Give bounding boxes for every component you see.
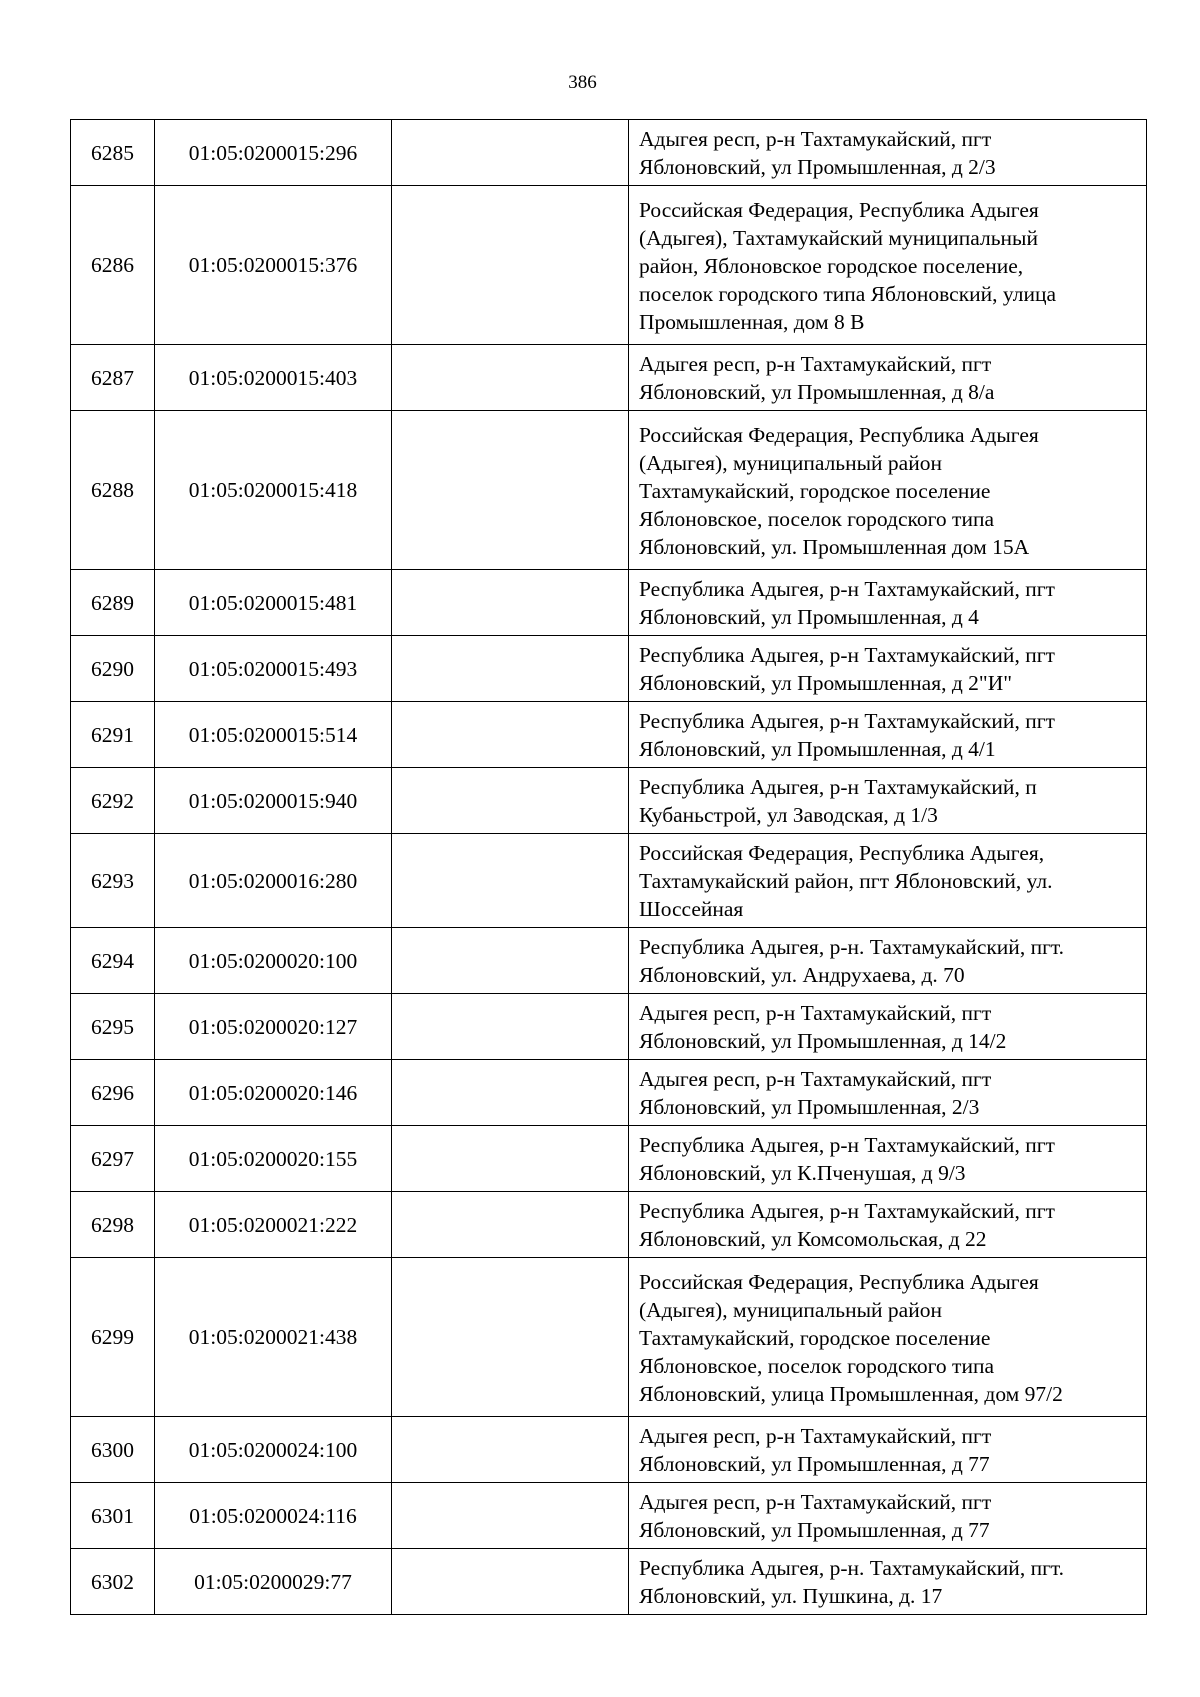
cadastral-number-cell: 01:05:0200020:155 (155, 1126, 392, 1192)
address-cell (629, 570, 1147, 636)
address-line: Российская Федерация, Республика Адыгея (639, 1269, 1039, 1294)
cadastral-number-cell: 01:05:0200015:940 (155, 768, 392, 834)
cadastral-number-cell: 01:05:0200024:116 (155, 1483, 392, 1549)
address-line: Яблоновский, ул Промышленная, д 8/а (639, 380, 995, 404)
empty-cell (392, 1417, 629, 1483)
address-line: Кубаньстрой, ул Заводская, д 1/3 (639, 803, 938, 827)
empty-cell (392, 186, 629, 345)
table-row (71, 570, 1147, 636)
empty-cell (392, 1060, 629, 1126)
cadastral-number-cell: 01:05:0200015:376 (155, 186, 392, 345)
row-number-cell: 6295 (71, 994, 155, 1060)
address-line: Яблоновское, поселок городского типа (639, 1353, 995, 1378)
cadastral-number-cell: 01:05:0200020:146 (155, 1060, 392, 1126)
table-row (71, 928, 1147, 994)
address-line: Яблоновский, ул. Андрухаева, д. 70 (639, 963, 965, 987)
address-line: Республика Адыгея, р-н Тахтамукайский, пгт (639, 1199, 1055, 1223)
address-line: Адыгея респ, р-н Тахтамукайский, пгт (639, 352, 992, 376)
table-row (71, 1483, 1147, 1549)
address-cell (629, 1060, 1147, 1126)
cadastral-number-cell: 01:05:0200020:100 (155, 928, 392, 994)
address-line: поселок городского типа Яблоновский, улица (639, 281, 1057, 306)
row-number-cell: 6299 (71, 1258, 155, 1417)
cadastral-number-cell: 01:05:0200015:418 (155, 411, 392, 570)
address-line: Российская Федерация, Республика Адыгея (639, 422, 1039, 447)
cadastral-number-cell: 01:05:0200015:493 (155, 636, 392, 702)
row-number-cell: 6301 (71, 1483, 155, 1549)
table-row (71, 1549, 1147, 1615)
row-number-cell: 6288 (71, 411, 155, 570)
address-line: (Адыгея), муниципальный район (639, 450, 942, 475)
table-row (71, 186, 1147, 345)
address-cell (629, 636, 1147, 702)
address-line: (Адыгея), муниципальный район (639, 1297, 942, 1322)
address-line: Тахтамукайский, городское поселение (639, 478, 991, 503)
page-number: 386 (568, 72, 597, 93)
empty-cell (392, 994, 629, 1060)
empty-cell (392, 570, 629, 636)
cadastral-number-cell: 01:05:0200015:514 (155, 702, 392, 768)
address-line: Адыгея респ, р-н Тахтамукайский, пгт (639, 1490, 992, 1514)
row-number-cell: 6302 (71, 1549, 155, 1615)
cadastral-number-cell: 01:05:0200024:100 (155, 1417, 392, 1483)
row-number-cell: 6285 (71, 120, 155, 186)
address-line: Российская Федерация, Республика Адыгея, (639, 841, 1045, 865)
address-line: Адыгея респ, р-н Тахтамукайский, пгт (639, 1001, 992, 1025)
address-line: Республика Адыгея, р-н Тахтамукайский, пгт (639, 577, 1055, 601)
cadastral-number-cell: 01:05:0200021:222 (155, 1192, 392, 1258)
table-row (71, 1192, 1147, 1258)
table-row (71, 994, 1147, 1060)
address-line: Яблоновский, ул Промышленная, д 2/3 (639, 155, 996, 179)
property-table (70, 119, 1147, 1615)
address-line: Адыгея респ, р-н Тахтамукайский, пгт (639, 127, 992, 151)
table-row (71, 1258, 1147, 1417)
address-cell (629, 768, 1147, 834)
empty-cell (392, 345, 629, 411)
address-line: Адыгея респ, р-н Тахтамукайский, пгт (639, 1424, 992, 1448)
address-cell (629, 1126, 1147, 1192)
empty-cell (392, 411, 629, 570)
address-line: Республика Адыгея, р-н Тахтамукайский, пгт (639, 1133, 1055, 1157)
address-cell (629, 1192, 1147, 1258)
address-line: Российская Федерация, Республика Адыгея (639, 197, 1039, 222)
address-cell (629, 411, 1147, 570)
row-number-cell: 6297 (71, 1126, 155, 1192)
empty-cell (392, 1192, 629, 1258)
address-line: район, Яблоновское городское поселение, (639, 253, 1024, 278)
address-line: Яблоновский, ул Комсомольская, д 22 (639, 1227, 987, 1251)
address-line: Яблоновский, улица Промышленная, дом 97/2 (639, 1381, 1063, 1406)
row-number-cell: 6294 (71, 928, 155, 994)
address-line: Яблоновский, ул Промышленная, 2/3 (639, 1095, 980, 1119)
empty-cell (392, 768, 629, 834)
cadastral-number-cell: 01:05:0200020:127 (155, 994, 392, 1060)
address-cell (629, 834, 1147, 928)
table-row (71, 1060, 1147, 1126)
row-number-cell: 6291 (71, 702, 155, 768)
address-cell (629, 186, 1147, 345)
address-line: Яблоновский, ул Промышленная, д 14/2 (639, 1029, 1007, 1053)
empty-cell (392, 636, 629, 702)
address-line: Яблоновский, ул К.Пченушая, д 9/3 (639, 1161, 966, 1185)
row-number-cell: 6290 (71, 636, 155, 702)
table-body (71, 120, 1147, 1615)
cadastral-number-cell: 01:05:0200016:280 (155, 834, 392, 928)
address-line: Республика Адыгея, р-н. Тахтамукайский, пгт. (639, 935, 1065, 959)
address-line: Яблоновское, поселок городского типа (639, 506, 995, 531)
address-line: Яблоновский, ул Промышленная, д 2"И" (639, 671, 1012, 695)
row-number-cell: 6296 (71, 1060, 155, 1126)
empty-cell (392, 120, 629, 186)
address-cell (629, 1417, 1147, 1483)
empty-cell (392, 928, 629, 994)
table-row (71, 768, 1147, 834)
address-line: Яблоновский, ул. Пушкина, д. 17 (639, 1584, 943, 1608)
address-line: Республика Адыгея, р-н Тахтамукайский, п (639, 775, 1037, 799)
row-number-cell: 6289 (71, 570, 155, 636)
table-row (71, 1417, 1147, 1483)
address-line: Тахтамукайский район, пгт Яблоновский, ул. (639, 869, 1053, 893)
cadastral-number-cell: 01:05:0200021:438 (155, 1258, 392, 1417)
address-line: Адыгея респ, р-н Тахтамукайский, пгт (639, 1067, 992, 1091)
address-line: Республика Адыгея, р-н. Тахтамукайский, пгт. (639, 1556, 1065, 1580)
address-line: (Адыгея), Тахтамукайский муниципальный (639, 225, 1039, 250)
address-line: Республика Адыгея, р-н Тахтамукайский, пгт (639, 643, 1055, 667)
empty-cell (392, 834, 629, 928)
table-row (71, 345, 1147, 411)
empty-cell (392, 1126, 629, 1192)
address-line: Яблоновский, ул Промышленная, д 4/1 (639, 737, 996, 761)
address-cell (629, 994, 1147, 1060)
row-number-cell: 6287 (71, 345, 155, 411)
address-cell (629, 702, 1147, 768)
address-line: Шоссейная (639, 897, 744, 921)
cadastral-number-cell: 01:05:0200015:481 (155, 570, 392, 636)
address-line: Республика Адыгея, р-н Тахтамукайский, пгт (639, 709, 1055, 733)
row-number-cell: 6293 (71, 834, 155, 928)
table-row (71, 120, 1147, 186)
row-number-cell: 6298 (71, 1192, 155, 1258)
empty-cell (392, 1483, 629, 1549)
cadastral-number-cell: 01:05:0200029:77 (155, 1549, 392, 1615)
address-line: Яблоновский, ул Промышленная, д 4 (639, 605, 979, 629)
address-line: Яблоновский, ул Промышленная, д 77 (639, 1452, 990, 1476)
address-cell (629, 1483, 1147, 1549)
address-line: Яблоновский, ул. Промышленная дом 15А (639, 534, 1030, 559)
address-line: Тахтамукайский, городское поселение (639, 1325, 991, 1350)
row-number-cell: 6292 (71, 768, 155, 834)
empty-cell (392, 1549, 629, 1615)
address-cell (629, 345, 1147, 411)
table-row (71, 636, 1147, 702)
cadastral-number-cell: 01:05:0200015:403 (155, 345, 392, 411)
cadastral-number-cell: 01:05:0200015:296 (155, 120, 392, 186)
address-cell (629, 1549, 1147, 1615)
address-line: Промышленная, дом 8 В (639, 309, 865, 334)
table-row (71, 702, 1147, 768)
row-number-cell: 6286 (71, 186, 155, 345)
address-cell (629, 120, 1147, 186)
table-row (71, 1126, 1147, 1192)
table-row (71, 411, 1147, 570)
address-cell (629, 928, 1147, 994)
empty-cell (392, 702, 629, 768)
table-row (71, 834, 1147, 928)
empty-cell (392, 1258, 629, 1417)
row-number-cell: 6300 (71, 1417, 155, 1483)
address-line: Яблоновский, ул Промышленная, д 77 (639, 1518, 990, 1542)
address-cell (629, 1258, 1147, 1417)
